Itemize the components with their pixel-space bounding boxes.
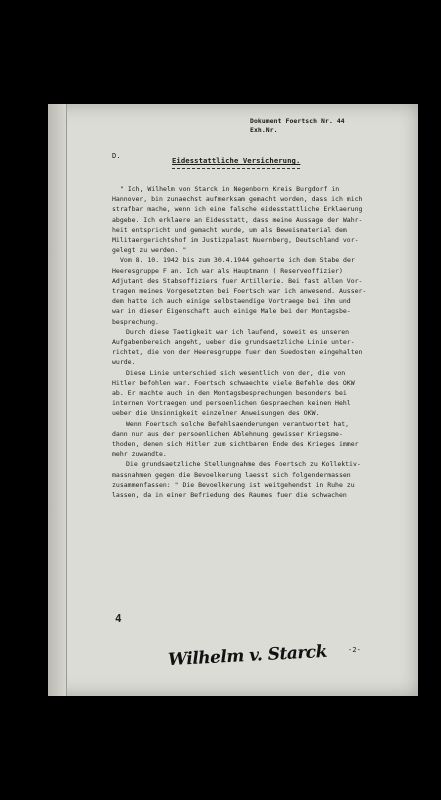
body-line: strafbar mache, wenn ich eine falsche eidesstattliche Erklaerung [112, 205, 363, 214]
sheet-fold-line [66, 104, 67, 696]
body-line: thoden, denen sich Hitler zum sichtbaren Ende des Krieges immer [112, 440, 359, 449]
body-line: Militaergerichtshof im Justizpalast Nuernberg, Deutschland vor- [112, 236, 359, 245]
sheet-binding-edge [48, 104, 66, 696]
body-line: ueber die Unsinnigkeit einzelner Anweisungen des OKW. [112, 409, 320, 418]
body-line: mehr zuwandte. [112, 450, 167, 459]
body-line: Vom 8. 10. 1942 bis zum 30.4.1944 gehoerte ich dem Stabe der [120, 256, 355, 265]
exhibit-number: Exh.Nr. [250, 126, 278, 134]
body-line: richtet, die von der Heeresgruppe fuer den Suedosten eingehalten [112, 348, 363, 357]
body-line: dann nur aus der persoenlichen Ablehnung gewisser Kriegsme- [112, 429, 343, 438]
document-title: Eidesstattliche Versicherung. [172, 156, 301, 165]
body-line: Hannover, bin zunaechst aufmerksam gemacht worden, dass ich mich [112, 195, 363, 204]
body-line: gelegt zu werden. " [112, 246, 187, 255]
page-number: -2- [348, 646, 361, 654]
body-line: massnahmen gegen die Bevoelkerung laesst sich folgendermassen [112, 470, 351, 479]
handwritten-signature: Wilhelm v. Starck [167, 641, 328, 671]
body-line: Hitler befohlen war. Foertsch schwaechte viele Befehle des OKW [112, 378, 355, 387]
body-line: " Ich, Wilhelm von Starck in Negenborn Kreis Burgdorf in [120, 185, 340, 193]
body-line: tragen meines Vorgesetzten bei Foertsch war ich anwesend. Ausser- [112, 287, 367, 296]
document-body [112, 184, 408, 500]
margin-mark: 4 [115, 612, 122, 625]
body-line: Die grundsaetzliche Stellungnahme des Foertsch zu Kollektiv- [126, 460, 361, 469]
body-line: ab. Er machte auch in den Montagsbesprechungen besonders bei [112, 389, 347, 398]
body-line: war in dieser Eigenschaft auch einige Male bei der Montagsbe- [112, 307, 351, 316]
body-line: dem hatte ich auch einige selbstaendige Vortraege bei ihm und [112, 297, 351, 306]
body-line: Wenn Foertsch solche Befehlsaenderungen verantwortet hat, [126, 419, 350, 428]
body-line: heit entspricht und gemacht wurde, um als Beweismaterial dem [112, 225, 347, 234]
body-line: Diese Linie unterschied sich wesentlich von der, die von [126, 368, 346, 377]
body-line: besprechung. [112, 317, 159, 326]
section-letter: D. [112, 152, 121, 160]
title-underline [172, 168, 300, 169]
body-line: abgebe. Ich erklaere an Eidesstatt, dass meine Aussage der Wahr- [112, 215, 363, 224]
document-number: Dokument Foertsch Nr. 44 [250, 117, 345, 125]
body-line: wurde. [112, 358, 136, 367]
body-line: Aufgabenbereich angeht, ueber die grundsaetzliche Linie unter- [112, 338, 355, 347]
body-line: zusammenfassen: " Die Bevoelkerung ist weitgehendst in Ruhe zu [112, 480, 355, 489]
body-line: Heeresgruppe F an. Ich war als Hauptmann ( Reserveoffizier) [112, 266, 343, 275]
body-line: Adjutant des Stabsoffiziers fuer Artillerie. Bei fast allen Vor- [112, 276, 363, 285]
body-line: internen Vortraegen und persoenlichen Gespraechen keinen Hehl [112, 399, 351, 408]
body-line: lassen, da in einer Befriedung des Raumes fuer die schwachen [112, 491, 347, 500]
body-line: Durch diese Taetigkeit war ich laufend, soweit es unseren [126, 327, 350, 336]
